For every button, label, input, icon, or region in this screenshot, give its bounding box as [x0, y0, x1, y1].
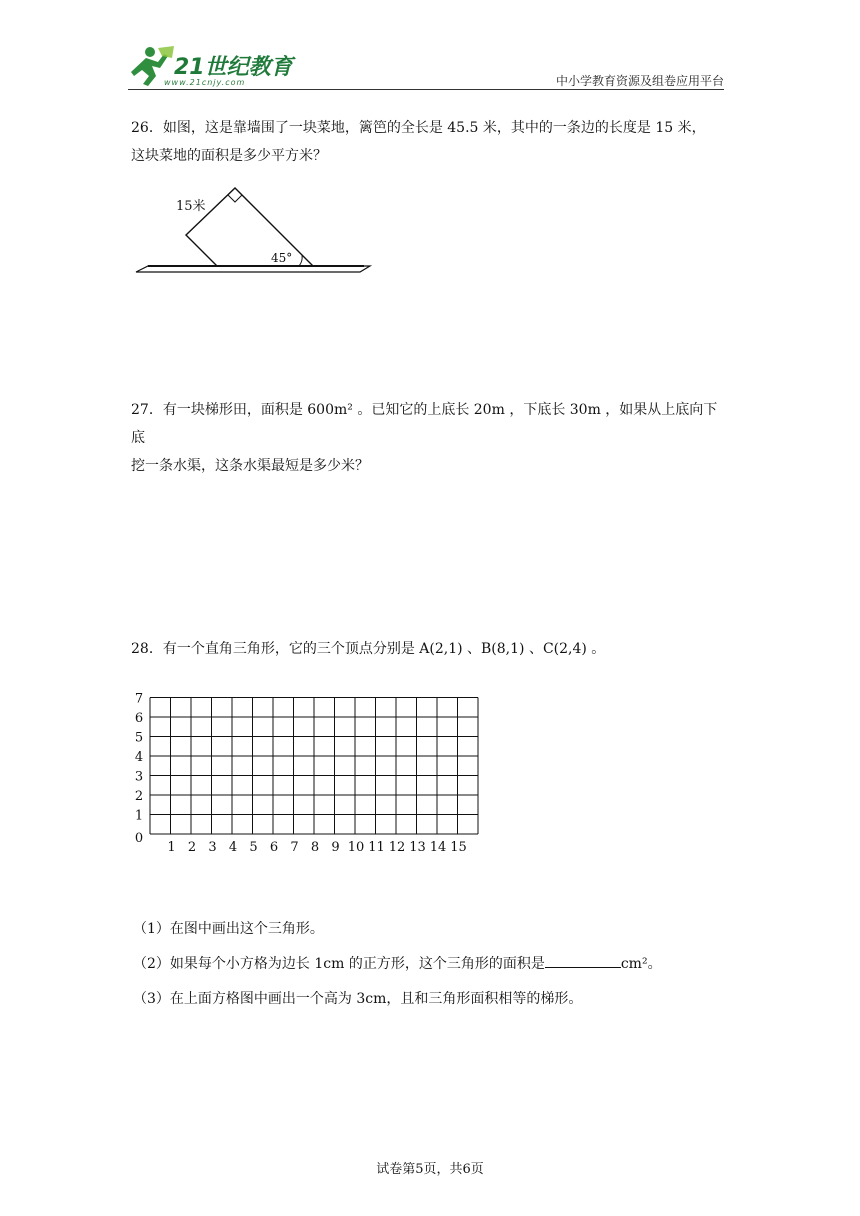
x-tick-label: 6 [269, 840, 279, 855]
angle-label: 45° [271, 251, 293, 265]
y-tick-label: 6 [134, 711, 144, 726]
platform-name: 中小学教育资源及组卷应用平台 [555, 74, 724, 88]
x-tick-label: 8 [310, 840, 320, 855]
question-26-line-1: 26．如图，这是靠墙围了一块菜地，篱笆的全长是 45.5 米，其中的一条边的长度是 15 米， [131, 120, 706, 136]
x-tick-label: 13 [409, 840, 426, 855]
header-divider [128, 89, 724, 90]
x-tick-label: 2 [187, 840, 197, 855]
answer-blank[interactable] [545, 953, 621, 968]
question-28-part-3: （3）在上面方格图中画出一个高为 3cm，且和三角形面积相等的梯形。 [133, 991, 583, 1007]
x-tick-label: 10 [347, 840, 365, 855]
site-logo [128, 44, 298, 90]
x-tick-label: 3 [208, 840, 217, 855]
question-27-line-2: 挖一条水渠，这条水渠最短是多少米？ [131, 458, 369, 474]
page-footer: 试卷第5页，共6页 [376, 1162, 484, 1177]
question-28 [131, 635, 731, 663]
right-angle-mark [228, 195, 242, 202]
question-26-figure [128, 184, 388, 284]
angle-arc [299, 255, 302, 266]
y-tick-label: 5 [134, 730, 144, 746]
y-tick-label: 2 [134, 789, 144, 804]
y-tick-label: 7 [134, 691, 144, 707]
question-26 [131, 114, 731, 170]
coordinate-grid[interactable] [130, 688, 490, 858]
question-27-line-1: 27．有一块梯形田，面积是 600m² 。已知它的上底长 20m ，下底长 30m ，如果从上底向下底 [131, 402, 718, 446]
page-header [128, 40, 724, 90]
x-tick-label: 7 [290, 840, 299, 855]
x-tick-label: 11 [368, 840, 385, 855]
question-28-part-1: （1）在图中画出这个三角形。 [133, 921, 324, 937]
part-2-unit: cm²。 [620, 956, 662, 972]
x-tick-label: 15 [450, 840, 467, 855]
logo-url: www.21cnjy.com [164, 78, 246, 87]
y-tick-label: 4 [134, 750, 144, 765]
question-28-part-2 [133, 953, 662, 973]
x-tick-label: 12 [388, 840, 406, 855]
y-tick-label: 3 [134, 769, 144, 785]
question-28-line-1: 28．有一个直角三角形，它的三个顶点分别是 A(2,1) 、B(8,1) 、C(2,4) 。 [131, 641, 606, 657]
logo-text: 21世纪教育 [174, 55, 293, 80]
x-tick-label: 5 [249, 840, 258, 855]
question-27 [131, 396, 731, 480]
question-26-line-2: 这块菜地的面积是多少平方米？ [131, 148, 327, 164]
y-tick-label: 0 [134, 831, 144, 846]
x-tick-label: 14 [429, 840, 447, 855]
x-tick-label: 9 [331, 840, 340, 855]
y-tick-label: 1 [134, 808, 144, 824]
x-tick-label: 1 [167, 840, 176, 855]
side-length-label: 15米 [176, 199, 206, 214]
part-2-text: （2）如果每个小方格为边长 1cm 的正方形，这个三角形的面积是 [133, 956, 545, 972]
x-tick-label: 4 [228, 840, 238, 855]
